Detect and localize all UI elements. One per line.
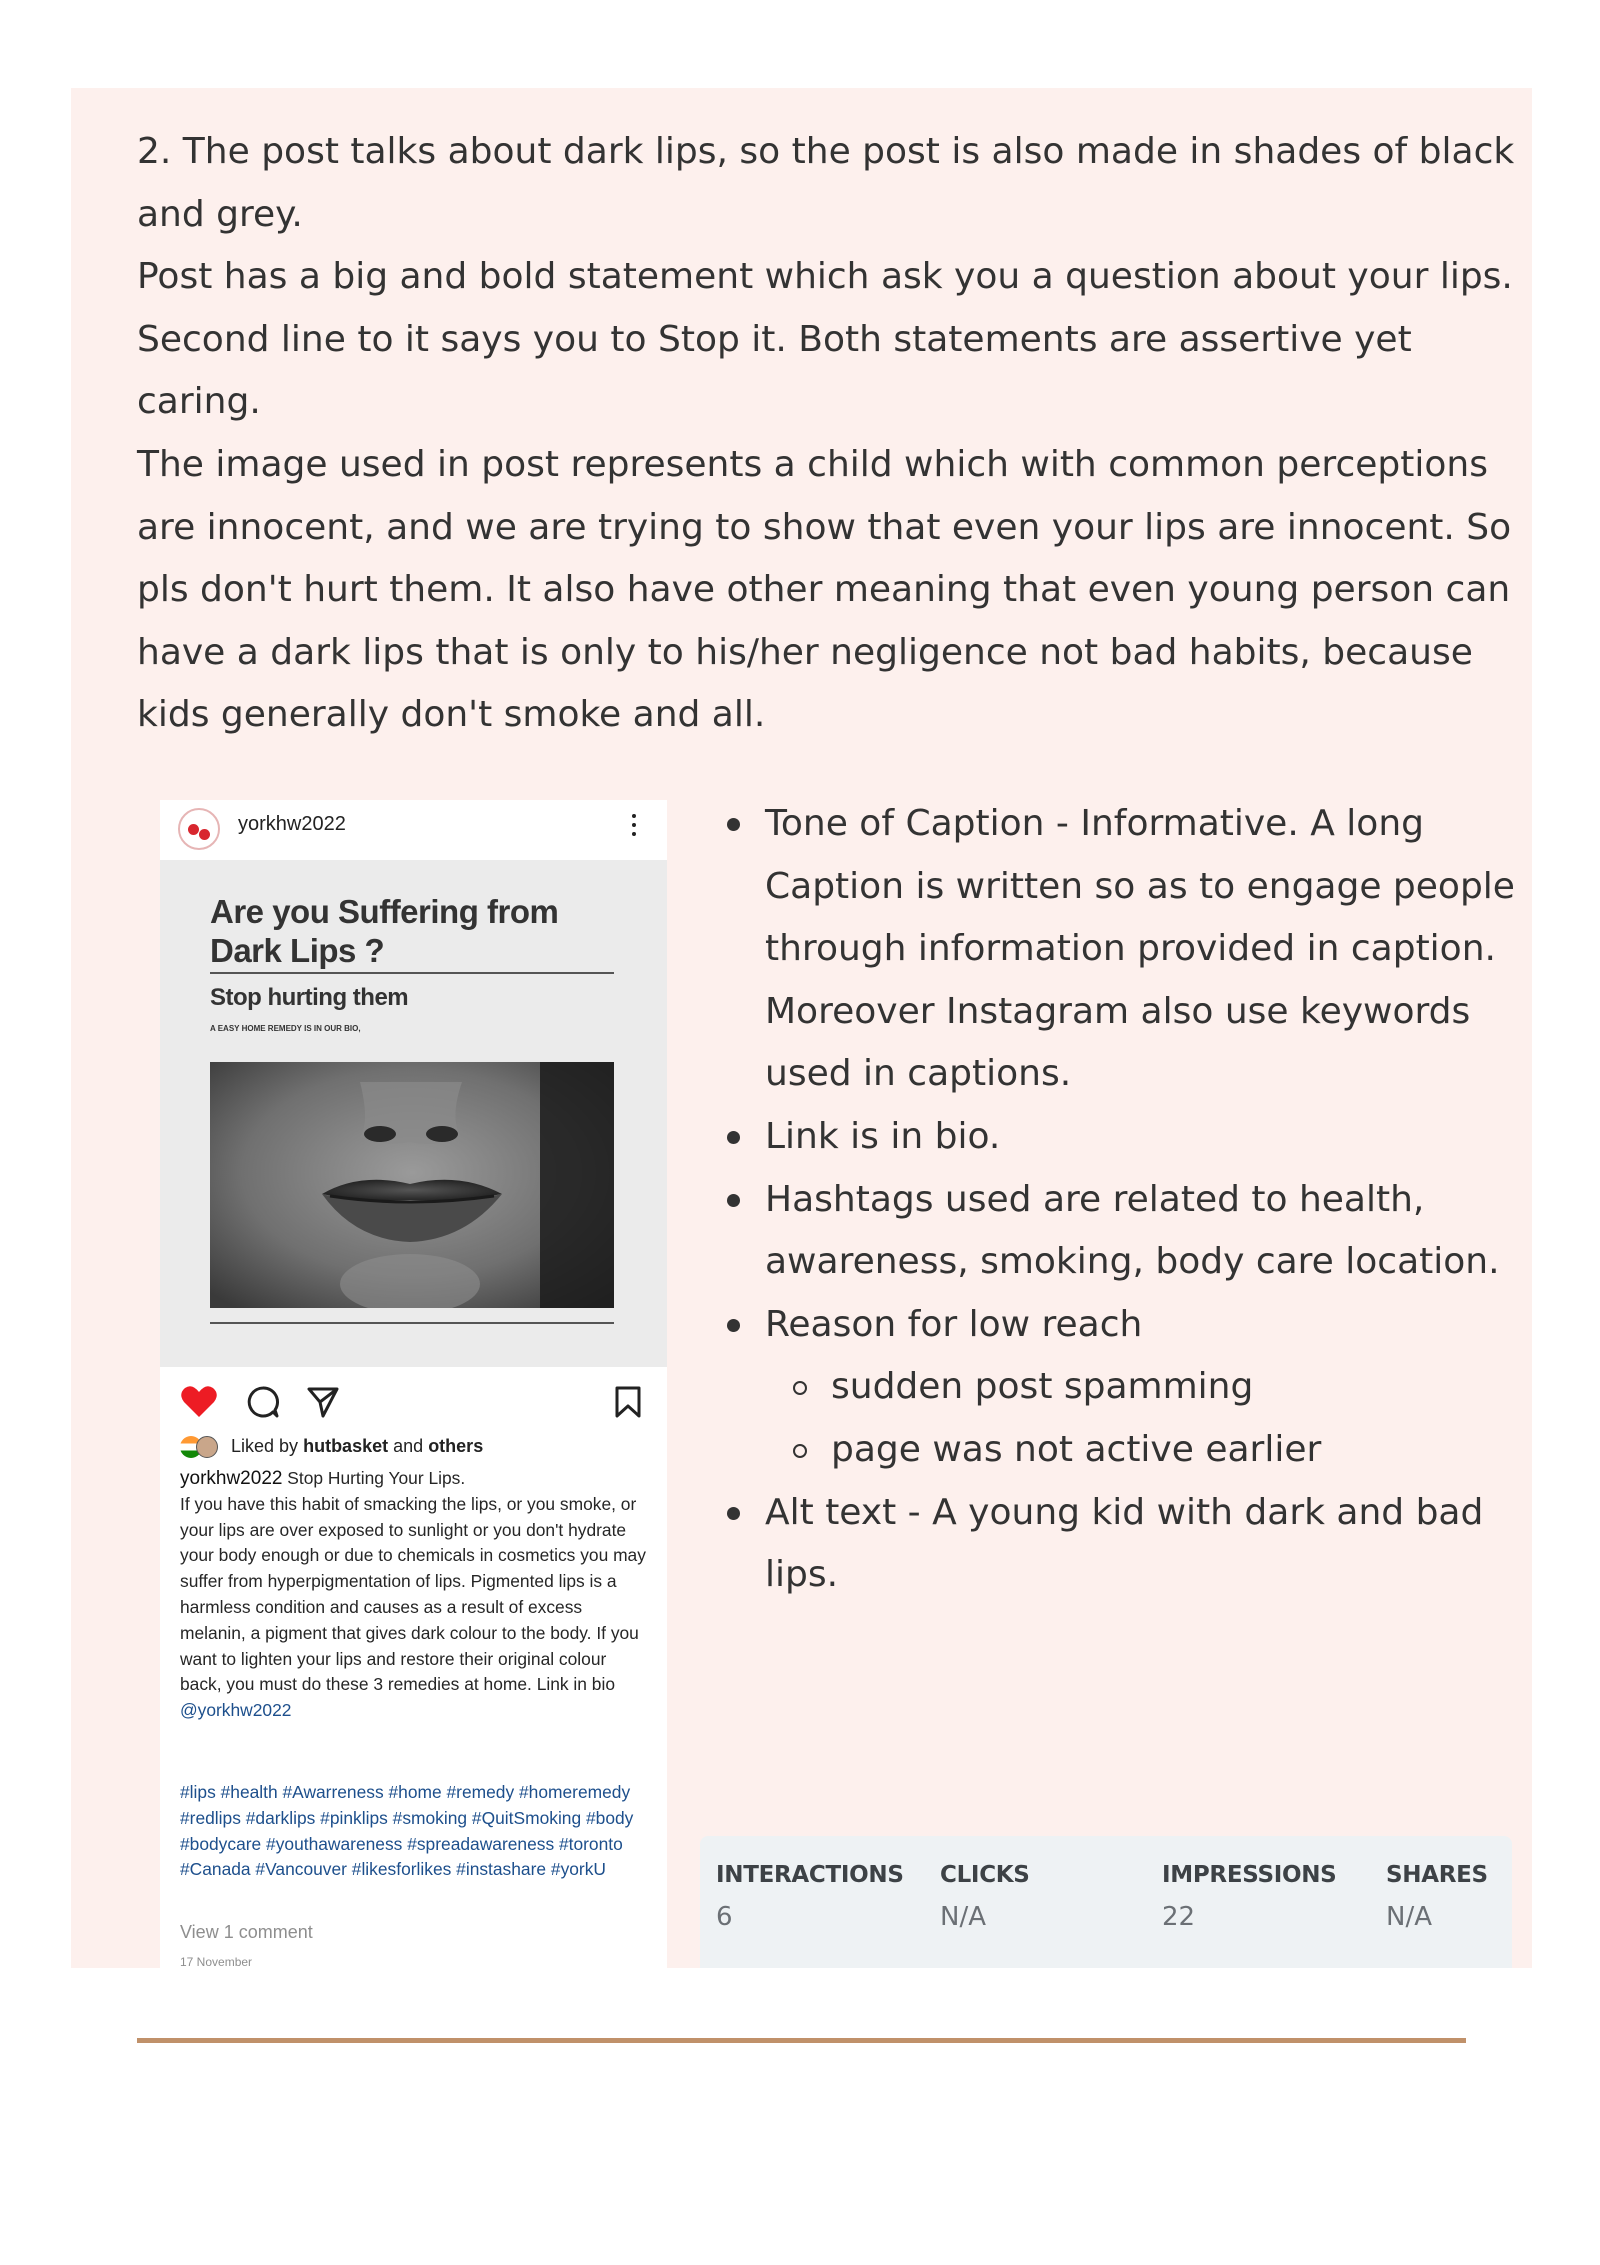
post-date: 17 November xyxy=(180,1955,253,1968)
instagram-post xyxy=(160,800,667,1968)
post-caption xyxy=(180,1466,650,1724)
post-hashtags[interactable]: #lips #health #Awarreness #home #remedy #homeremedy #redlips #darklips #pinklips #smoking #QuitSmoking #body #bodycare #youthawareness #spreadawareness #toronto #Canada #Vancouver #likesforlikes #instashare #yorkU xyxy=(180,1782,634,1880)
post-image xyxy=(160,860,667,1367)
heart-icon[interactable] xyxy=(180,1385,218,1419)
list-item: Hashtags used are related to health, awareness, smoking, body care location. xyxy=(765,1169,1525,1294)
list-item: Link is in bio. xyxy=(765,1106,1525,1169)
caption-mention[interactable]: @yorkhw2022 xyxy=(180,1700,292,1721)
user-avatar-icon xyxy=(196,1436,218,1458)
divider xyxy=(210,1322,614,1324)
stat-interactions: INTERACTIONS 6 xyxy=(716,1862,904,1932)
post-header xyxy=(160,800,667,860)
avatar[interactable] xyxy=(178,808,220,850)
paragraph: 2. The post talks about dark lips, so the post is also made in shades of black and grey. xyxy=(137,131,1515,235)
list-item: Alt text - A young kid with dark and bad lips. xyxy=(765,1482,1525,1607)
stats-table xyxy=(700,1836,1512,1968)
analysis-list xyxy=(765,793,1525,1607)
list-item: Tone of Caption - Informative. A long Caption is written so as to engage people through information provided in caption. Moreover Instagram also use keywords used in captions. xyxy=(765,793,1525,1106)
sub-list-item: sudden post spamming xyxy=(765,1356,1525,1419)
post-username[interactable]: yorkhw2022 xyxy=(238,813,346,835)
bookmark-icon[interactable] xyxy=(614,1385,642,1419)
post-actions xyxy=(160,1375,667,1425)
caption-text: Stop Hurting Your Lips. If you have this habit of smacking the lips, or you smoke, or your lips are over exposed to sunlight or you don't hydrate your body enough or due to chemicals in cosmetics you may suffer from hyperpigmentation of lips. Pigmented lips is a harmless condition and causes as a result of excess melanin, a pigment that gives dark colour to the body. If you want to lighten your lips and restore their original colour back, you must do these 3 remedies at home. Link in bio xyxy=(180,1468,646,1695)
lips-photo xyxy=(210,1062,614,1308)
divider-rule xyxy=(137,2038,1466,2043)
comment-icon[interactable] xyxy=(246,1385,280,1419)
body-text xyxy=(137,121,1517,747)
post-image-subtitle: Stop hurting them xyxy=(210,984,409,1011)
more-options-icon[interactable] xyxy=(630,810,638,842)
list-item: Reason for low reach sudden post spamming page was not active earlier xyxy=(765,1294,1525,1482)
divider xyxy=(210,972,614,974)
stat-clicks: CLICKS N/A xyxy=(940,1862,1030,1932)
stat-impressions: IMPRESSIONS 22 xyxy=(1162,1862,1337,1932)
liked-by-others[interactable]: others xyxy=(428,1436,484,1456)
liked-by-user[interactable]: hutbasket xyxy=(303,1436,389,1456)
stat-shares: SHARES N/A xyxy=(1386,1862,1488,1932)
sub-list-item: page was not active earlier xyxy=(765,1419,1525,1482)
share-icon[interactable] xyxy=(306,1385,340,1419)
post-image-small-text: A EASY HOME REMEDY IS IN OUR BIO, xyxy=(210,1024,361,1033)
view-comments-link[interactable]: View 1 comment xyxy=(180,1922,313,1942)
post-image-title: Are you Suffering from Dark Lips ? xyxy=(210,893,559,969)
likes-line: Liked by hutbasket and others xyxy=(180,1436,483,1464)
caption-username[interactable]: yorkhw2022 xyxy=(180,1468,283,1489)
paragraph: Post has a big and bold statement which ask you a question about your lips. Second line to it says you to Stop it. Both statements are assertive yet caring. xyxy=(137,256,1513,423)
paragraph: The image used in post represents a child which with common perceptions are innocent, and we are trying to show that even your lips are innocent. So pls don't hurt them. It also have other meaning that even young person can have a dark lips that is only to his/her negligence not bad habits, because kids generally don't smoke and all. xyxy=(137,443,1512,736)
